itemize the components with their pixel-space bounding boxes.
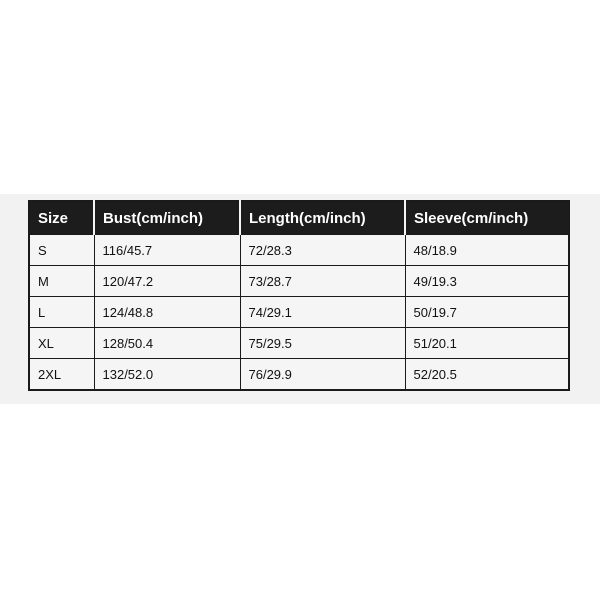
- table-row: [29, 266, 569, 297]
- table-row: [29, 297, 569, 328]
- header-size: Size: [29, 201, 94, 235]
- cell-sleeve: 49/19.3: [405, 266, 569, 297]
- cell-bust: 128/50.4: [94, 328, 240, 359]
- table-row: [29, 235, 569, 266]
- header-bust: Bust(cm/inch): [94, 201, 240, 235]
- cell-size: XL: [29, 328, 94, 359]
- header-sleeve: Sleeve(cm/inch): [405, 201, 569, 235]
- cell-sleeve: 51/20.1: [405, 328, 569, 359]
- cell-length: 76/29.9: [240, 359, 405, 391]
- cell-sleeve: 48/18.9: [405, 235, 569, 266]
- cell-sleeve: 50/19.7: [405, 297, 569, 328]
- cell-length: 75/29.5: [240, 328, 405, 359]
- table-header-row: [29, 201, 569, 235]
- cell-length: 72/28.3: [240, 235, 405, 266]
- cell-bust: 132/52.0: [94, 359, 240, 391]
- cell-size: S: [29, 235, 94, 266]
- cell-bust: 124/48.8: [94, 297, 240, 328]
- cell-bust: 120/47.2: [94, 266, 240, 297]
- cell-size: 2XL: [29, 359, 94, 391]
- cell-length: 74/29.1: [240, 297, 405, 328]
- table-row: [29, 328, 569, 359]
- cell-sleeve: 52/20.5: [405, 359, 569, 391]
- cell-size: M: [29, 266, 94, 297]
- size-chart-table: [28, 200, 570, 391]
- cell-bust: 116/45.7: [94, 235, 240, 266]
- table-row: [29, 359, 569, 391]
- cell-length: 73/28.7: [240, 266, 405, 297]
- header-length: Length(cm/inch): [240, 201, 405, 235]
- cell-size: L: [29, 297, 94, 328]
